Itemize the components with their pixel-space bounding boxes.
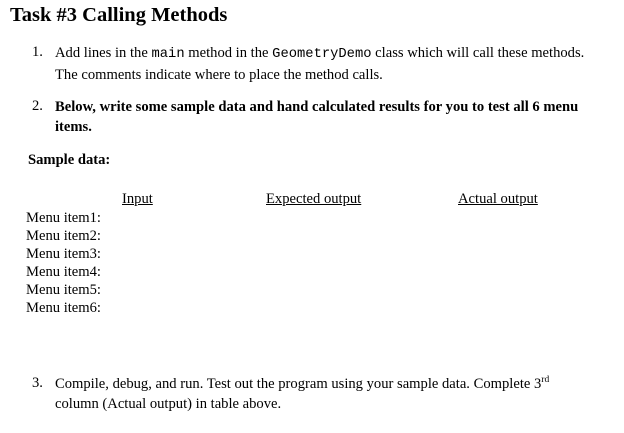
sample-data-heading: Sample data: <box>28 152 111 168</box>
menu-item-3-label: Menu item3: <box>26 246 101 262</box>
item-1-number: 1. <box>32 44 43 60</box>
column-header-expected-output: Expected output <box>266 191 362 207</box>
item-3-text-part-3: column (Actual output) in table above. <box>55 396 282 412</box>
menu-item-2-label: Menu item2: <box>26 228 101 244</box>
item-1-text-part-5: class which will call these methods. The comments indicate where to place the method calls. <box>55 45 585 83</box>
item-3-number: 3. <box>32 375 43 391</box>
page-title: Task #3 Calling Methods <box>10 4 228 26</box>
main-method-code: main <box>151 47 185 62</box>
item-2-number: 2. <box>32 98 43 114</box>
column-header-actual-output: Actual output <box>458 191 538 207</box>
item-3-text-part-1: Compile, debug, and run. Test out the program using your sample data. Complete 3 <box>55 376 542 392</box>
menu-item-6-label: Menu item6: <box>26 300 101 316</box>
geometry-demo-code: GeometryDemo <box>272 47 372 62</box>
menu-item-4-label: Menu item4: <box>26 264 101 280</box>
menu-item-5-label: Menu item5: <box>26 282 101 298</box>
item-3-text <box>55 374 595 414</box>
item-2-text: Below, write some sample data and hand calculated results for you to test all 6 menu items. <box>55 99 579 135</box>
menu-item-1-label: Menu item1: <box>26 210 101 226</box>
item-3-superscript: rd <box>541 375 550 386</box>
item-1-text-part-3: method in the <box>184 45 273 61</box>
item-1-text <box>55 43 595 85</box>
item-1-text-part-1: Add lines in the <box>55 45 152 61</box>
column-header-input: Input <box>122 191 153 207</box>
